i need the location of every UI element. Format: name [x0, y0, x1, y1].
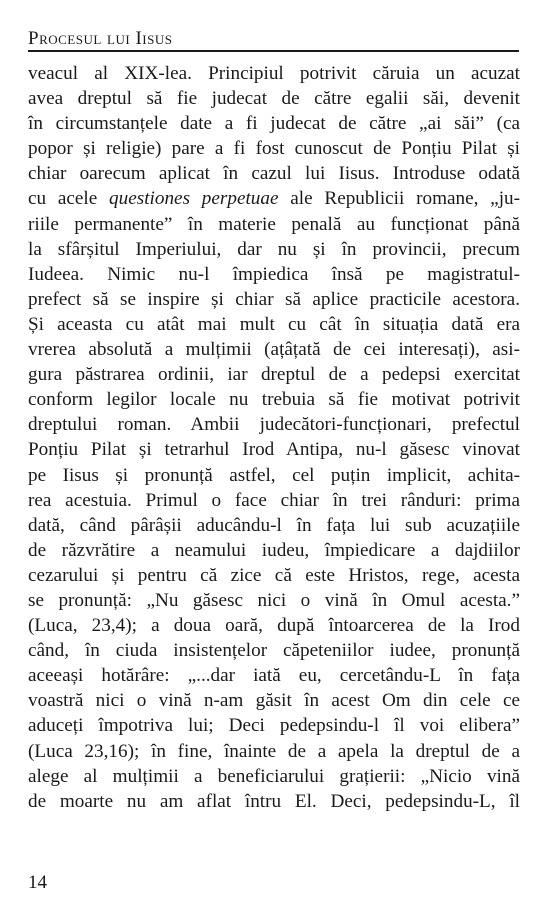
text-line: când, în ciuda insistențelor căpeteniilor iudee, pronunță: [28, 640, 520, 662]
text-line: rea acestuia. Primul o face chiar în trei rânduri: prima: [28, 489, 520, 511]
text-line: de răzvrătire a neamului iudeu, împiedicare a dajdiilor: [28, 539, 520, 561]
text-line: veacul al XIX-lea. Principiul potrivit căruia un acuzat: [28, 63, 520, 84]
text-line: avea dreptul să fie judecat de către egalii săi, devenit: [28, 88, 520, 110]
text-line: pe Iisus și pronunță astfel, cel puțin implicit, achita-: [28, 464, 520, 486]
body-text: [28, 61, 520, 814]
text-line: de moarte nu am aflat întru El. Deci, pedepsindu-L, îl: [28, 790, 520, 812]
text-line: (Luca, 23,4); a doua oară, după întoarcerea de la Irod: [28, 615, 520, 637]
text-line: aduceți împotriva lui; Deci pedepsindu-l îl voi elibera”: [28, 715, 520, 737]
header-rule: [28, 50, 519, 52]
text-segment: cu acele: [28, 188, 98, 210]
text-line: dreptului roman. Ambii judecători-funcționari, prefectul: [28, 414, 520, 436]
text-line: în circumstanțele date a fi judecat de către „ai săi” (ca: [28, 113, 520, 135]
text-line: se pronunță: „Nu găsesc nici o vină în Omul acesta.”: [28, 589, 520, 611]
text-line: Iudeea. Nimic nu-l împiedica însă pe magistratul-: [28, 263, 520, 285]
text-line: alege al mulțimii a beneficiarului grațierii: „Nicio vină: [28, 765, 520, 787]
page-number: 14: [28, 872, 47, 893]
text-line: conform legilor locale nu trebuia să fie motivat potrivit: [28, 389, 520, 411]
text-line: gura păstrarea ordinii, iar dreptul de a pedepsi exercitat: [28, 364, 520, 386]
text-line: Ponțiu Pilat și tetrarhul Irod Antipa, nu-l găsesc vinovat: [28, 439, 520, 461]
text-line: cezarului și pentru că zice că este Hristos, rege, acesta: [28, 564, 520, 586]
italic-term: questiones perpetuae: [109, 188, 279, 210]
text-line: (Luca 23,16); în fine, înainte de a apela la dreptul de a: [28, 740, 520, 762]
text-line: la sfârșitul Imperiului, dar nu și în provincii, precum: [28, 238, 520, 260]
text-line: riile permanente” în materie penală au funcționat până: [28, 213, 520, 235]
text-line: dată, când pârâșii aducându-l în fața lui sub acuzațiile: [28, 514, 520, 536]
text-line: vrerea absolută a mulțimii (ațâțată de cei interesați), asi-: [28, 339, 520, 361]
running-header-title: Procesul lui Iisus: [28, 28, 173, 49]
text-line: aceeași hotărâre: „...dar iată eu, cercetându-L în fața: [28, 665, 520, 687]
text-line: prefect să se inspire și chiar să aplice practicile acestora.: [28, 288, 520, 310]
text-line: voastră nici o vină n-am găsit în acest Om din cele ce: [28, 690, 520, 712]
text-line: [28, 186, 520, 211]
text-line: Și aceasta cu atât mai mult cu cât în situația dată era: [28, 313, 520, 335]
text-line: popor și religie) pare a fi fost cunoscut de Ponțiu Pilat și: [28, 138, 520, 160]
text-segment: ale Republicii romane, „ju-: [290, 188, 521, 210]
text-line: chiar oarecum aplicat în cazul lui Iisus. Introduse odată: [28, 163, 520, 185]
